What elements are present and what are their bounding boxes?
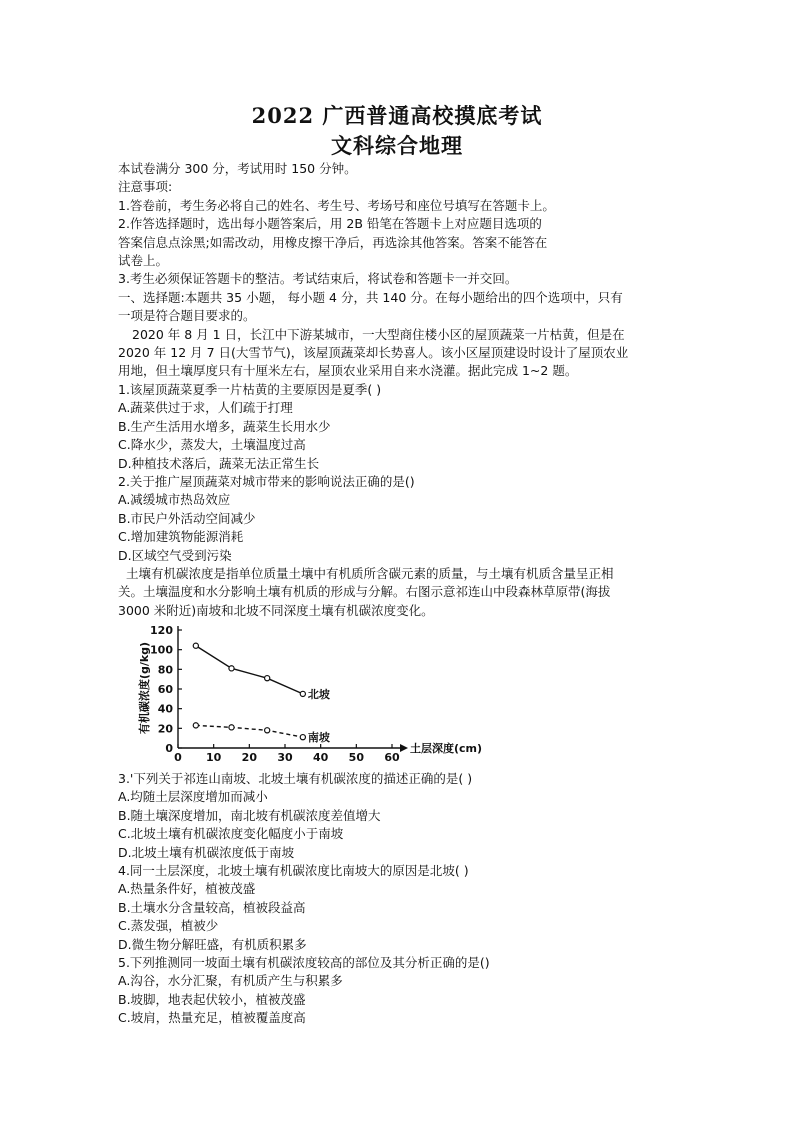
passage-1-line-3: 用地，但土壤厚度只有十厘米左右，屋顶农业采用自来水浇灌。据此完成 1~2 题。 [118,363,578,379]
question-4-option-d: D.微生物分解旺盛，有机质积累多 [118,936,307,952]
y-axis-label: 有机碳浓度(g/kg) [138,641,151,735]
x-tick-label: 40 [313,751,329,764]
series-line-south [196,725,303,737]
section-heading-cont: 一项是符合题目要求的。 [118,308,256,324]
question-1-stem: 1.该屋顶蔬菜夏季一片枯黄的主要原因是夏季( ) [118,381,382,397]
question-2-stem: 2.关于推广屋顶蔬菜对城市带来的影响说法正确的是() [118,473,415,489]
question-4-stem: 4.同一土层深度，北坡土壤有机碳浓度比南坡大的原因是北坡( ) [118,863,469,879]
y-tick-label: 80 [157,663,173,677]
x-tick-label: 0 [174,751,182,764]
series-label-south: 南坡 [307,731,330,745]
data-point [300,735,305,740]
notice-item-2-cont: 答案信息点涂黑;如需改动，用橡皮擦干净后，再选涂其他答案。答案不能答在 [118,234,548,250]
series-label-north: 北坡 [307,687,330,701]
x-tick-label: 10 [206,751,222,764]
question-2-option-c: C.增加建筑物能源消耗 [118,529,244,545]
data-point [193,643,198,648]
question-3-option-c: C.北坡土壤有机碳浓度变化幅度小于南坡 [118,826,344,842]
y-tick-label: 20 [157,722,173,736]
question-5-option-b: B.坡脚，地表起伏较小，植被茂盛 [118,991,306,1007]
y-tick-label: 60 [157,683,173,696]
question-2-option-a: A.减缓城市热岛效应 [118,492,231,508]
passage-2-line-3: 3000 米附近)南坡和北坡不同深度土壤有机碳浓度变化。 [118,602,434,618]
passage-2-line-2: 关。土壤温度和水分影响土壤有机质的形成与分解。右图示意祁连山中段森林草原带(海拔 [118,584,611,600]
exam-subtitle: 文科综合地理 [331,133,463,158]
data-point [265,676,270,681]
data-point [229,725,234,730]
data-point [229,666,234,671]
question-2-option-d: D.区域空气受到污染 [118,547,232,563]
data-point [300,691,305,696]
x-tick-label: 20 [241,751,257,764]
question-3-stem: 3.'下列关于祁连山南坡、北坡土壤有机碳浓度的描述正确的是( ) [118,771,473,786]
notice-heading: 注意事项: [118,179,173,195]
question-1-option-c: C.降水少，蒸发大，土壤温度过高 [118,437,306,453]
exam-title: 2022 广西普通高校摸底考试 [251,103,543,128]
x-axis-arrow [400,744,408,752]
y-tick-label: 100 [150,643,173,657]
question-5-option-a: A.沟谷，水分汇聚，有机质产生与积累多 [118,973,343,989]
question-5-option-c: C.坡肩，热量充足，植被覆盖度高 [118,1010,306,1026]
notice-item-2-end: 试卷上。 [118,253,169,269]
y-tick-label: 40 [157,702,173,716]
question-3-option-d: D.北坡土壤有机碳浓度低于南坡 [118,844,295,860]
data-point [265,728,270,733]
question-1-option-d: D.种植技术落后，蔬菜无法正常生长 [118,455,320,471]
exam-body [118,160,678,620]
question-4-option-c: C.蒸发强，植被少 [118,918,219,934]
question-1-option-b: B.生产生活用水增多，蔬菜生长用水少 [118,418,331,434]
question-4-option-a: A.热量条件好，植被茂盛 [118,881,256,897]
x-tick-label: 50 [348,751,364,764]
question-5-stem: 5.下列推测同一坡面土壤有机碳浓度较高的部位及其分析正确的是() [118,955,490,971]
notice-item-3: 3.考生必须保证答题卡的整洁。考试结束后，将试卷和答题卡一并交回。 [118,271,518,287]
section-heading: 一、选择题:本题共 35 小题， 每小题 4 分，共 140 分。在每小题给出的四个选项中，只有 [118,289,623,305]
x-tick-label: 60 [384,751,400,764]
y-tick-label: 120 [150,624,173,637]
x-tick-label: 30 [277,751,293,764]
question-3-option-b: B.随土壤深度增加，南北坡有机碳浓度差值增大 [118,807,381,823]
passage-2-line-1: 土壤有机碳浓度是指单位质量土壤中有机质所含碳元素的质量，与土壤有机质含量呈正相 [126,565,614,581]
soil-carbon-chart [130,616,490,766]
notice-item-2: 2.作答选择题时，选出每小题答案后，用 2B 铅笔在答题卡上对应题目选项的 [118,216,542,232]
series-line-north [196,646,303,694]
passage-1-line-2: 2020 年 12 月 7 日(大雪节气)，该屋顶蔬菜却长势喜人。该小区屋顶建设时设计了屋顶农业 [118,345,629,361]
score-info: 本试卷满分 300 分，考试用时 150 分钟。 [118,161,357,176]
question-2-option-b: B.市民户外活动空间减少 [118,510,256,526]
data-point [193,723,198,728]
chart-svg [130,616,490,766]
notice-item-1: 1.答卷前，考生务必将自己的姓名、考生号、考场号和座位号填写在答题卡上。 [118,197,555,213]
question-1-option-a: A.蔬菜供过于求，人们疏于打理 [118,400,293,416]
passage-1-line-1: 2020 年 8 月 1 日，长江中下游某城市，一大型商住楼小区的屋顶蔬菜一片枯黄，但是在 [132,326,625,342]
x-axis-label: 土层深度(cm) [410,742,483,755]
question-3-option-a: A.均随土层深度增加而减小 [118,789,268,805]
y-tick-label: 0 [165,742,173,755]
question-4-option-b: B.土壤水分含量较高，植被段益高 [118,899,306,915]
questions-after-chart [118,770,678,1028]
